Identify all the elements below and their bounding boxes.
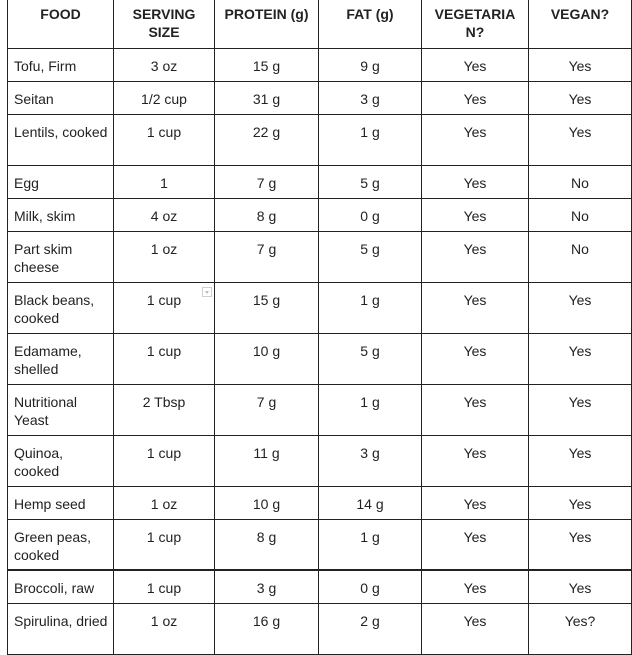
vegetarian-cell[interactable]: Yes — [422, 282, 529, 333]
protein-cell[interactable]: 11 g — [215, 435, 319, 486]
fat-cell[interactable]: 5 g — [319, 231, 422, 282]
vegetarian-cell[interactable]: Yes — [422, 81, 529, 114]
table-row — [8, 165, 632, 198]
fat-cell[interactable]: 2 g — [319, 603, 422, 654]
table-row — [8, 603, 632, 654]
header-row — [8, 0, 632, 48]
vegetarian-cell[interactable]: Yes — [422, 519, 529, 570]
table-row — [8, 486, 632, 519]
serving-cell[interactable]: 1 oz — [114, 231, 215, 282]
fat-cell[interactable]: 5 g — [319, 165, 422, 198]
vegan-cell[interactable]: Yes — [529, 282, 632, 333]
header-fat[interactable]: FAT (g) — [319, 0, 422, 48]
vegetarian-cell[interactable]: Yes — [422, 333, 529, 384]
protein-cell[interactable]: 15 g — [215, 282, 319, 333]
serving-cell[interactable]: 1 cup — [114, 570, 215, 603]
vegetarian-cell[interactable]: Yes — [422, 231, 529, 282]
serving-cell[interactable]: 2 Tbsp — [114, 384, 215, 435]
protein-cell[interactable]: 10 g — [215, 486, 319, 519]
food-cell[interactable]: Spirulina, dried — [8, 603, 114, 654]
vegan-cell[interactable]: Yes — [529, 333, 632, 384]
protein-cell[interactable]: 7 g — [215, 165, 319, 198]
vegetarian-cell[interactable]: Yes — [422, 114, 529, 165]
food-cell[interactable]: Tofu, Firm — [8, 48, 114, 81]
table-row — [8, 198, 632, 231]
fat-cell[interactable]: 3 g — [319, 81, 422, 114]
table-row — [8, 519, 632, 570]
table-row — [8, 570, 632, 603]
protein-cell[interactable]: 31 g — [215, 81, 319, 114]
food-cell[interactable]: Green peas, cooked — [8, 519, 114, 570]
food-cell[interactable]: Hemp seed — [8, 486, 114, 519]
vegetarian-cell[interactable]: Yes — [422, 435, 529, 486]
table-row — [8, 114, 632, 165]
table-row — [8, 231, 632, 282]
table-row — [8, 48, 632, 81]
protein-cell[interactable]: 3 g — [215, 570, 319, 603]
fat-cell[interactable]: 14 g — [319, 486, 422, 519]
protein-cell[interactable]: 16 g — [215, 603, 319, 654]
header-vegan[interactable]: VEGAN? — [529, 0, 632, 48]
serving-cell-value: 1 cup — [146, 291, 182, 308]
vegetarian-cell[interactable]: Yes — [422, 384, 529, 435]
protein-cell[interactable]: 22 g — [215, 114, 319, 165]
food-cell[interactable]: Edamame, shelled — [8, 333, 114, 384]
vegan-cell[interactable]: Yes — [529, 486, 632, 519]
food-cell[interactable]: Black beans, cooked — [8, 282, 114, 333]
food-cell[interactable]: Milk, skim — [8, 198, 114, 231]
protein-cell[interactable]: 7 g — [215, 231, 319, 282]
vegetarian-cell[interactable]: Yes — [422, 165, 529, 198]
protein-cell[interactable]: 10 g — [215, 333, 319, 384]
header-vegetarian[interactable]: VEGETARIAN? — [422, 0, 529, 48]
serving-cell[interactable]: 3 oz — [114, 48, 215, 81]
serving-cell[interactable]: 4 oz — [114, 198, 215, 231]
protein-cell[interactable]: 8 g — [215, 198, 319, 231]
fat-cell[interactable]: 1 g — [319, 114, 422, 165]
serving-cell[interactable]: 1 oz — [114, 486, 215, 519]
fat-cell[interactable]: 3 g — [319, 435, 422, 486]
food-cell[interactable]: Lentils, cooked — [8, 114, 114, 165]
serving-cell[interactable]: 1 cup — [114, 333, 215, 384]
fat-cell[interactable]: 0 g — [319, 570, 422, 603]
fat-cell[interactable]: 5 g — [319, 333, 422, 384]
food-cell[interactable]: Part skim cheese — [8, 231, 114, 282]
protein-cell[interactable]: 15 g — [215, 48, 319, 81]
vegetarian-cell[interactable]: Yes — [422, 48, 529, 81]
vegan-cell[interactable]: Yes — [529, 435, 632, 486]
vegetarian-cell[interactable]: Yes — [422, 570, 529, 603]
table-row — [8, 333, 632, 384]
vegan-cell[interactable]: No — [529, 165, 632, 198]
table-row — [8, 435, 632, 486]
fat-cell[interactable]: 9 g — [319, 48, 422, 81]
food-cell[interactable]: Broccoli, raw — [8, 570, 114, 603]
dropdown-icon[interactable] — [202, 287, 212, 297]
protein-cell[interactable]: 7 g — [215, 384, 319, 435]
serving-cell[interactable]: 1/2 cup — [114, 81, 215, 114]
protein-cell[interactable]: 8 g — [215, 519, 319, 570]
vegetarian-cell[interactable]: Yes — [422, 603, 529, 654]
serving-cell[interactable]: 1 cup — [114, 519, 215, 570]
serving-cell[interactable]: 1 cup — [114, 435, 215, 486]
food-cell[interactable]: Seitan — [8, 81, 114, 114]
fat-cell[interactable]: 0 g — [319, 198, 422, 231]
vegan-cell[interactable]: Yes — [529, 519, 632, 570]
vegetarian-cell[interactable]: Yes — [422, 198, 529, 231]
vegan-cell[interactable]: Yes — [529, 570, 632, 603]
vegan-cell[interactable]: No — [529, 198, 632, 231]
vegan-cell[interactable]: Yes? — [529, 603, 632, 654]
food-cell[interactable]: Egg — [8, 165, 114, 198]
fat-cell[interactable]: 1 g — [319, 282, 422, 333]
vegan-cell[interactable]: Yes — [529, 48, 632, 81]
vegan-cell[interactable]: Yes — [529, 81, 632, 114]
food-cell[interactable]: Nutritional Yeast — [8, 384, 114, 435]
serving-cell[interactable]: 1 oz — [114, 603, 215, 654]
fat-cell[interactable]: 1 g — [319, 384, 422, 435]
serving-cell[interactable]: 1 cup — [114, 114, 215, 165]
food-cell[interactable]: Quinoa, cooked — [8, 435, 114, 486]
vegetarian-cell[interactable]: Yes — [422, 486, 529, 519]
header-serving-size[interactable]: SERVING SIZE — [114, 0, 215, 48]
nutrition-table — [7, 0, 632, 655]
fat-cell[interactable]: 1 g — [319, 519, 422, 570]
table-row — [8, 282, 632, 333]
serving-cell[interactable]: 1 — [114, 165, 215, 198]
table-row — [8, 384, 632, 435]
vegan-cell[interactable]: No — [529, 231, 632, 282]
table-row — [8, 81, 632, 114]
vegan-cell[interactable]: Yes — [529, 114, 632, 165]
serving-cell[interactable] — [114, 282, 215, 333]
header-food[interactable]: FOOD — [8, 0, 114, 48]
header-protein[interactable]: PROTEIN (g) — [215, 0, 319, 48]
vegan-cell[interactable]: Yes — [529, 384, 632, 435]
